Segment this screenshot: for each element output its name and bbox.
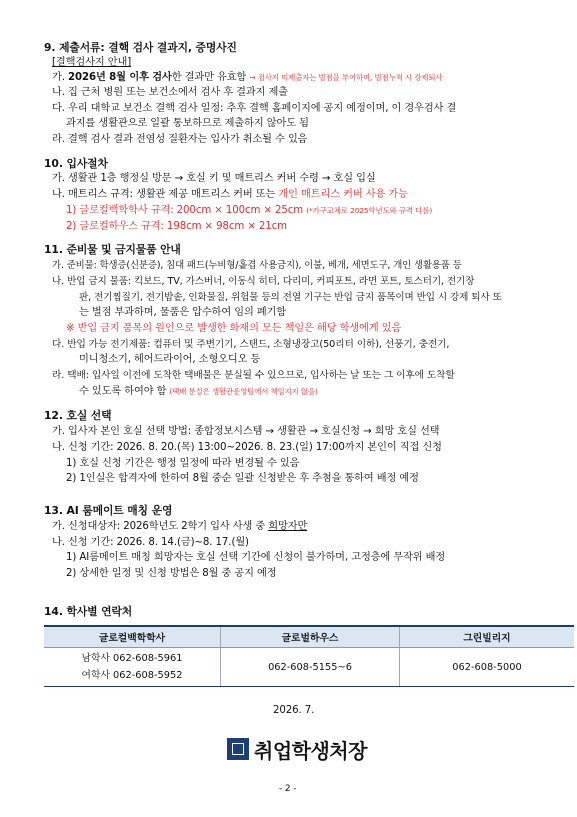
s11-warning: ※ 반입 금지 품목의 원인으로 발생한 화재의 모든 책임은 해당 학생에게 있음: [66, 323, 402, 334]
page-number: - 2 -: [279, 784, 297, 794]
s13-item-na: 나. 신청 기간: 2026. 8. 14.(금)~8. 17.(월): [52, 537, 249, 548]
s11-item-da-1: 다. 반입 가능 전기제품: 컴퓨터 및 주변기기, 스탠드, 소형냉장고(50리터 이하), 선풍기, 충전기,: [52, 339, 450, 350]
signature-office: 취업학생처장: [254, 739, 367, 763]
s10-1-note: (*가구교체로 2025학년도와 규격 다름): [306, 206, 433, 215]
s12-item-1: 1) 호실 신청 기간은 행정 일정에 따라 변경될 수 있음: [66, 458, 300, 469]
section-11-title: 11. 준비물 및 금지물품 안내: [44, 243, 181, 256]
s9-item-da-2: 과지를 생활관으로 일괄 통보하므로 제출하지 않아도 됨: [66, 118, 309, 129]
s11-ra-note: (택배 분실은 생활관운영팀에서 책임지지 않음): [169, 387, 318, 396]
s9-item-ra: 라. 결핵 검사 결과 전염성 질환자는 입사가 취소될 수 있음: [52, 134, 308, 145]
s9-ga-warning: → 검사지 미제출자는 벌점을 부여하며, 벌점누적 시 강제퇴사: [249, 73, 443, 82]
contact-table-header: [44, 626, 574, 648]
s11-item-ga: 가. 준비물: 학생증(신분증), 침대 패드(누비형/홑겹 사용금지), 이불, 베개, 세면도구, 개인 생활용품 등: [52, 260, 462, 271]
col-header-glocal-baekhak: 글로컬백학학사: [44, 626, 221, 648]
document-date: 2026. 7.: [273, 705, 315, 716]
male-dorm-phone: 남학사 062-608-5961: [81, 653, 183, 664]
s13-item-2: 2) 상세한 일정 및 신청 방법은 8월 중 공지 예정: [66, 568, 277, 579]
s9-ga-emph: 2026년 8월 이후 검사: [68, 72, 172, 83]
tb-guide-label: [결핵검사지 안내]: [52, 57, 132, 68]
section-13-title: 13. AI 룸메이트 매칭 운영: [44, 504, 173, 517]
s11-item-na-2: 판, 전기찜질기, 전기밥솥, 인화물질, 위험물 등의 전열 기구는 반입 금지 품목이며 반입 시 강제 퇴사 또: [79, 292, 502, 303]
cell-glocal-baekhak: [44, 648, 221, 687]
s11-item-ra-2: [79, 385, 318, 398]
s10-item-na: [52, 188, 408, 201]
table-row: [44, 648, 574, 687]
col-header-green-village: 그린빌리지: [400, 626, 575, 648]
section-12-title: 12. 호실 선택: [44, 409, 112, 422]
contact-table: [44, 625, 574, 687]
s11-item-da-2: 미니청소기, 헤어드라이어, 소형오디오 등: [79, 354, 261, 365]
col-header-global-house: 글로벌하우스: [221, 626, 400, 648]
s13-ga-emph: 희망자만: [268, 521, 308, 532]
section-10-title: 10. 입사절차: [44, 157, 108, 170]
s12-item-na: 나. 신청 기간: 2026. 8. 20.(목) 13:00~2026. 8. 23.(일) 17:00까지 본인이 직접 신청: [52, 442, 442, 453]
s10-item-1: [66, 204, 432, 217]
section-14-title: 14. 학사별 연락처: [44, 605, 133, 618]
s10-na-text: 나. 매트리스 규격: 생활관 제공 매트리스 커버 또는: [52, 189, 279, 200]
s9-item-na: 나. 집 근처 병원 또는 보건소에서 검사 후 결과지 제출: [52, 87, 288, 98]
s10-1-text: 1) 글로컬백학학사 규격: 200cm × 100cm × 25cm: [66, 205, 307, 216]
cell-global-house: 062-608-5155~6: [221, 648, 400, 687]
s10-na-highlight: 개인 매트리스 커버 사용 가능: [278, 189, 408, 200]
s10-item-2: 2) 글로컬하우스 규격: 198cm × 98cm × 21cm: [66, 221, 288, 232]
s11-item-na-1: 나. 반입 금지 물품: 킥보드, TV, 가스버너, 이동식 히터, 다리미, 커피포트, 라면 포트, 토스터기, 전기장: [52, 276, 475, 287]
s9-ga-prefix: 가.: [52, 72, 69, 83]
s9-item-da-1: 다. 우리 대학교 보건소 결핵 검사 일정: 추후 결핵 홈페이지에 공지 예정이며, 이 경우검사 결: [52, 103, 457, 114]
s9-item-ga: [52, 71, 442, 84]
s11-item-na-3: 는 벌점 부과하며, 물품은 압수하여 임의 폐기함: [79, 307, 287, 318]
s9-ga-text: 한 결과만 유효함: [171, 72, 250, 83]
s13-item-ga: [52, 520, 307, 533]
s12-item-2: 2) 1인실은 합격자에 한하여 8월 중순 일괄 신청받은 후 추첨을 통하여 배정 예정: [66, 473, 419, 484]
s10-item-ga: 가. 생활관 1층 행정실 방문 → 호실 키 및 매트리스 커버 수령 → 호실 입실: [52, 173, 376, 184]
s13-item-1: 1) AI룸메이트 매칭 희망자는 호실 선택 기간에 신청이 불가하며, 고정층에 무작위 배정: [66, 552, 446, 563]
university-logo-icon: [227, 738, 249, 760]
s12-item-ga: 가. 입사자 본인 호실 선택 방법: 종합정보시스템 → 생활관 → 호실신청 → 희망 호실 선택: [52, 426, 440, 437]
cell-green-village: 062-608-5000: [400, 648, 575, 687]
female-dorm-phone: 여학사 062-608-5952: [81, 670, 183, 681]
s11-item-ra-1: 라. 택배: 입사일 이전에 도착한 택배물은 분실될 수 있으므로, 입사하는 날 또는 그 이후에 도착할: [52, 370, 455, 381]
s13-ga-text: 가. 신청대상자: 2026학년도 2학기 입사 사생 중: [52, 521, 269, 532]
section-9-title: 9. 제출서류: 결핵 검사 결과지, 증명사진: [44, 41, 237, 54]
s11-ra-text: 수 있도록 하여야 함: [79, 386, 170, 397]
